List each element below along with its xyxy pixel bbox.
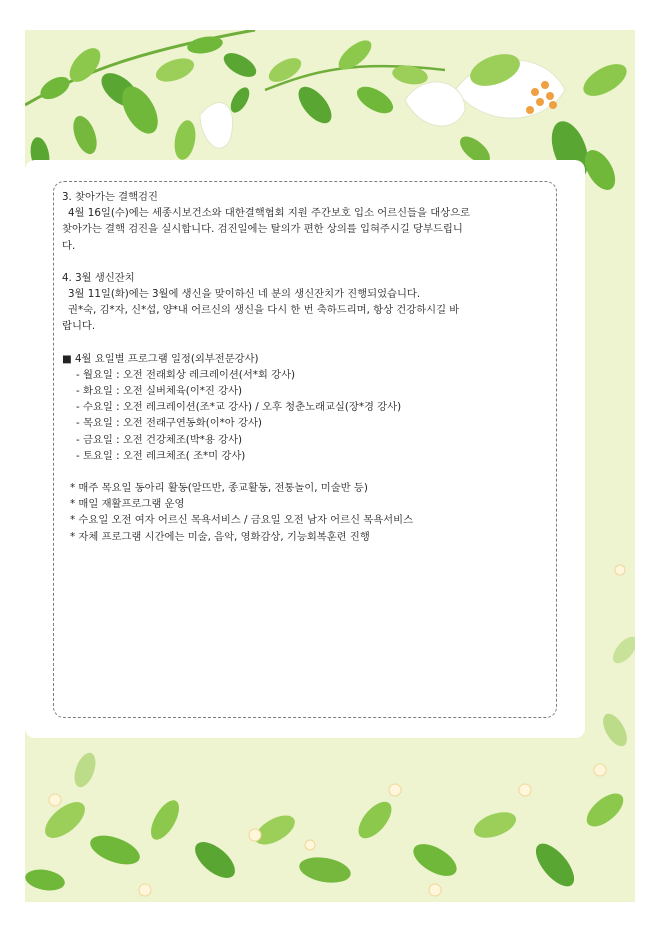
section-4-line: 3월 11일(화)에는 3월에 생신을 맞이하신 네 분의 생신잔치가 진행되었습니다. [68, 288, 421, 301]
schedule-item-wednesday: - 수요일 : 오전 레크레이션(조*교 강사) / 오후 청춘노래교실(장*경 강사) [76, 401, 402, 414]
note-item: * 수요일 오전 여자 어르신 목욕서비스 / 금요일 오전 남자 어르신 목욕서비스 [70, 514, 414, 527]
section-3-line: 4월 16일(수)에는 세종시보건소와 대한결핵협회 지원 주간보호 입소 어르신들을 대상으로 [68, 207, 471, 220]
schedule-title: ■ 4월 요일별 프로그램 일정(외부전문강사) [62, 352, 259, 365]
section-4-line: 권*숙, 김*자, 신*섭, 양*내 어르신의 생신을 다시 한 번 축하드리며, 항상 건강하시길 바 [68, 304, 460, 317]
newsletter-content [62, 189, 548, 545]
section-4-title: 4. 3월 생신잔치 [62, 271, 135, 284]
top-vine-middle [227, 35, 445, 129]
schedule-item-tuesday: - 화요일 : 오전 실버체육(이*진 강사) [76, 385, 243, 398]
section-3-line: 다. [62, 239, 76, 252]
note-item: * 자체 프로그램 시간에는 미술, 음악, 영화감상, 기능회복훈련 진행 [70, 530, 370, 543]
section-3-title: 3. 찾아가는 결핵검진 [62, 191, 158, 203]
schedule-item-saturday: - 토요일 : 오전 레크체조( 조*미 강사) [76, 449, 246, 462]
schedule-item-friday: - 금요일 : 오전 건강체조(박*용 강사) [76, 433, 243, 446]
section-3-line: 찾아가는 결핵 검진을 실시합니다. 검진일에는 탈의가 편한 상의를 입혀주시길 당부드립니 [62, 223, 463, 236]
schedule-item-thursday: - 목요일 : 오전 전래구연동화(이*아 강사) [76, 417, 262, 430]
note-item: * 매일 재활프로그램 운영 [70, 498, 185, 511]
section-4-line: 랍니다. [62, 320, 96, 333]
note-item: * 매주 목요일 동아리 활동(알뜨반, 종교활동, 전통놀이, 미술반 등) [70, 482, 368, 495]
schedule-item-monday: - 월요일 : 오전 전래회상 레크레이션(서*회 강사) [76, 368, 296, 381]
top-vine-left [25, 30, 260, 174]
